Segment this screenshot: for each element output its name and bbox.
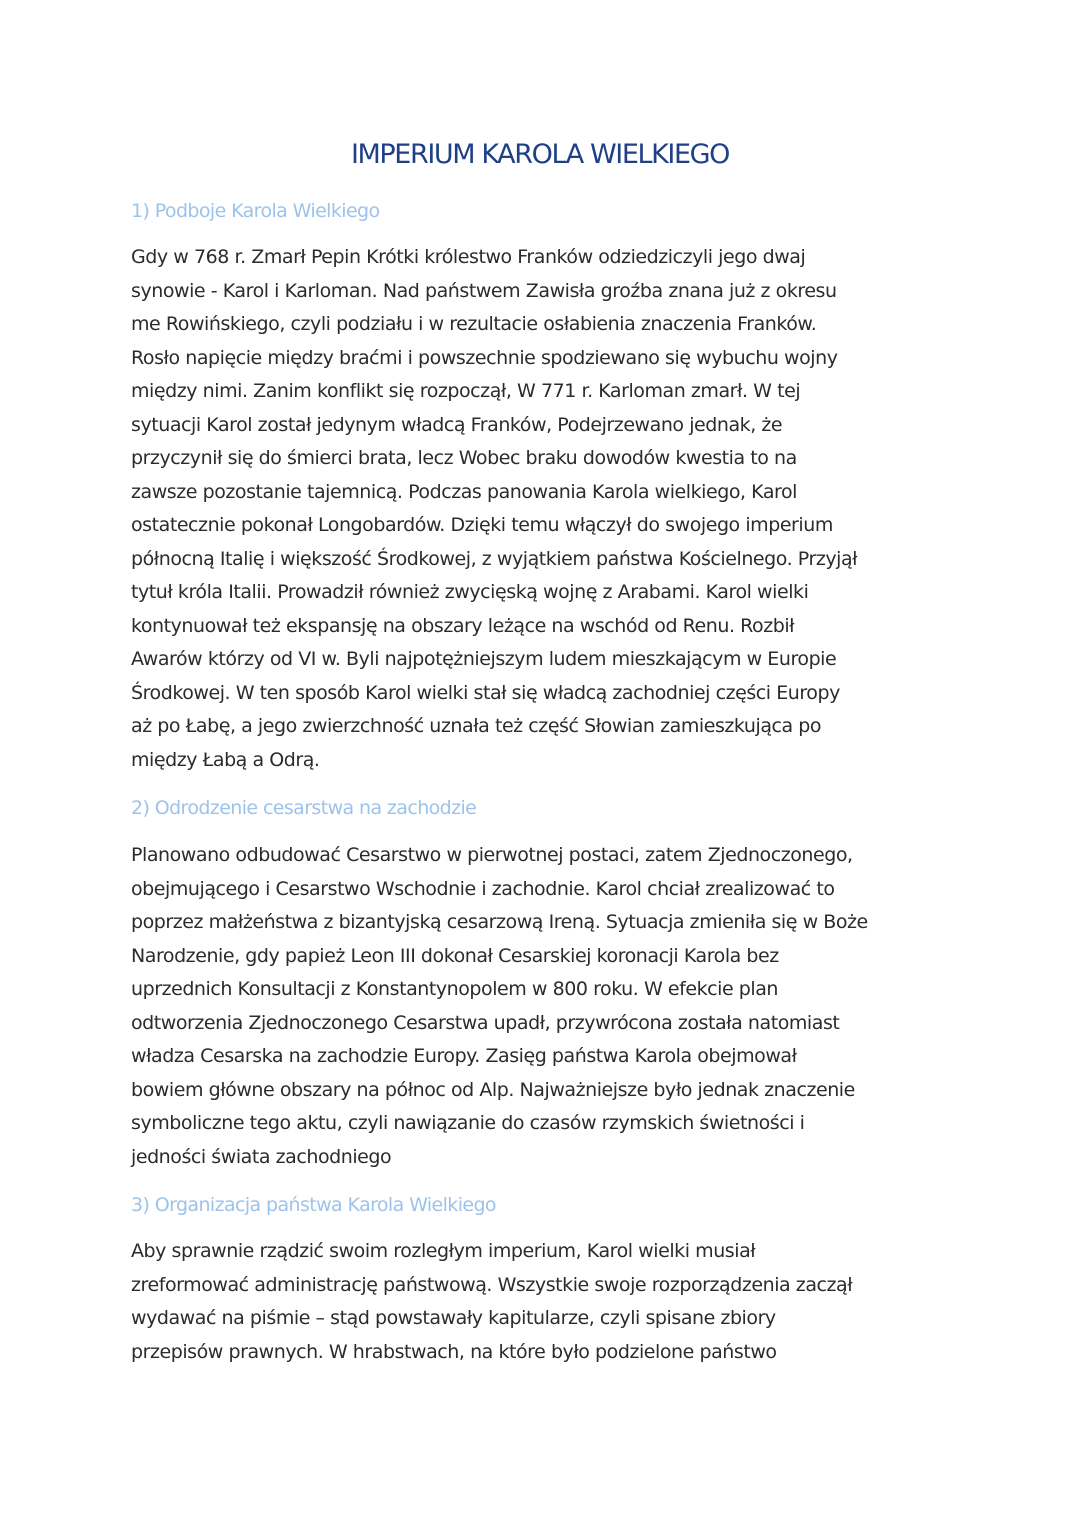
- text-line: jedności świata zachodniego: [131, 1145, 392, 1168]
- text-line: symboliczne tego aktu, czyli nawiązanie do czasów rzymskich świetności i: [131, 1112, 805, 1134]
- text-line: poprzez małżeństwa z bizantyjską cesarzową Ireną. Sytuacja zmieniła się w Boże: [131, 911, 868, 933]
- text-line: Rosło napięcie między braćmi i powszechnie spodziewano się wybuchu wojny: [131, 346, 838, 369]
- section-text-state-organization: [131, 1235, 852, 1369]
- text-line: Aby sprawnie rządzić swoim rozległym imperium, Karol wielki musiał: [131, 1240, 756, 1262]
- text-line: aż po Łabę, a jego zwierzchność uznała też część Słowian zamieszkująca po: [131, 715, 822, 737]
- section-text-empire-revival: [131, 839, 868, 1174]
- text-line: Gdy w 768 r. Zmarł Pepin Krótki królestwo Franków odziedziczyli jego dwaj: [131, 246, 806, 268]
- section-heading-state-organization: 3) Organizacja państwa Karola Wielkiego: [131, 1194, 496, 1216]
- text-line: przyczynił się do śmierci brata, lecz Wobec braku dowodów kwestia to na: [131, 447, 797, 469]
- text-line: obejmującego i Cesarstwo Wschodnie i zachodnie. Karol chciał zrealizować to: [131, 877, 835, 900]
- text-line: Narodzenie, gdy papież Leon III dokonał Cesarskiej koronacji Karola bez: [131, 944, 779, 967]
- text-line: przepisów prawnych. W hrabstwach, na które było podzielone państwo: [131, 1340, 777, 1363]
- text-line: me Rowińskiego, czyli podziału i w rezultacie osłabienia znaczenia Franków.: [131, 313, 817, 335]
- text-line: władza Cesarska na zachodzie Europy. Zasięg państwa Karola obejmował: [131, 1045, 797, 1067]
- text-line: ostatecznie pokonał Longobardów. Dzięki temu włączył do swojego imperium: [131, 514, 833, 536]
- text-line: sytuacji Karol został jedynym władcą Franków, Podejrzewano jednak, że: [131, 413, 783, 436]
- text-line: zreformować administrację państwową. Wszystkie swoje rozporządzenia zaczął: [131, 1273, 853, 1296]
- text-line: tytuł króla Italii. Prowadził również zwycięską wojnę z Arabami. Karol wielki: [131, 581, 809, 603]
- page-title: IMPERIUM KAROLA WIELKIEGO: [350, 139, 730, 170]
- text-line: północną Italię i większość Środkowej, z wyjątkiem państwa Kościelnego. Przyjął: [131, 547, 858, 570]
- section-text-conquests: [131, 241, 857, 777]
- text-line: uprzednich Konsultacji z Konstantynopolem w 800 roku. W efekcie plan: [131, 978, 779, 1000]
- text-line: zawsze pozostanie tajemnicą. Podczas panowania Karola wielkiego, Karol: [131, 480, 797, 503]
- text-line: Środkowej. W ten sposób Karol wielki stał się władcą zachodniej części Europy: [131, 681, 840, 704]
- text-line: Planowano odbudować Cesarstwo w pierwotnej postaci, zatem Zjednoczonego,: [131, 844, 853, 866]
- text-line: wydawać na piśmie – stąd powstawały kapitularze, czyli spisane zbiory: [131, 1307, 776, 1329]
- section-heading-empire-revival: 2) Odrodzenie cesarstwa na zachodzie: [131, 797, 477, 819]
- text-line: między Łabą a Odrą.: [131, 748, 320, 771]
- text-line: odtworzenia Zjednoczonego Cesarstwa upadł, przywrócona została natomiast: [131, 1011, 840, 1034]
- text-line: między nimi. Zanim konflikt się rozpoczął, W 771 r. Karloman zmarł. W tej: [131, 380, 801, 402]
- section-heading-conquests: 1) Podboje Karola Wielkiego: [131, 200, 380, 222]
- text-line: Awarów którzy od VI w. Byli najpotężniejszym ludem mieszkającym w Europie: [131, 648, 837, 670]
- text-line: kontynuował też ekspansję na obszary leżące na wschód od Renu. Rozbił: [131, 614, 795, 637]
- text-line: bowiem główne obszary na północ od Alp. Najważniejsze było jednak znaczenie: [131, 1078, 855, 1101]
- text-line: synowie - Karol i Karloman. Nad państwem Zawisła groźba znana już z okresu: [131, 279, 837, 302]
